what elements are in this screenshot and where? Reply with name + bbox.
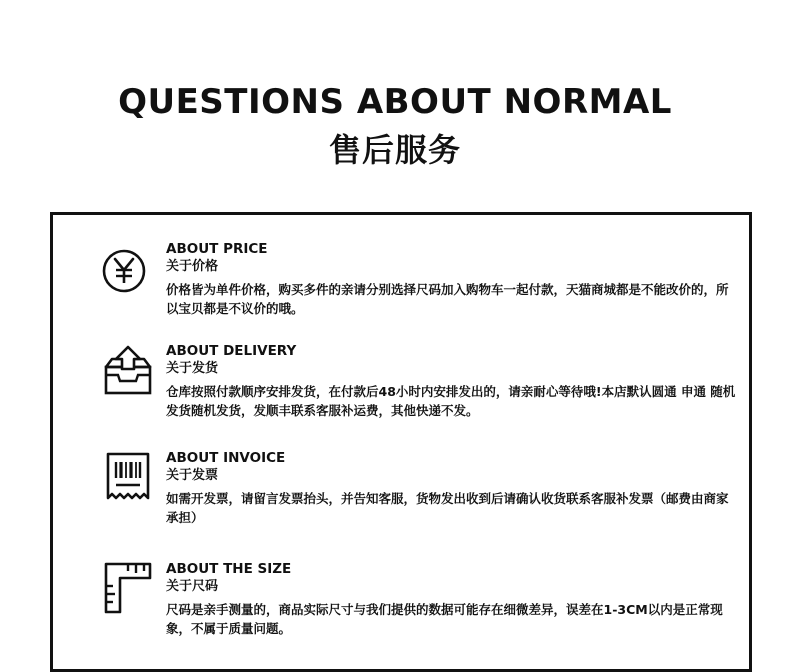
- section-heading-cn: 关于价格: [166, 259, 219, 274]
- section-heading-en: ABOUT DELIVERY: [166, 343, 297, 359]
- page-title-english: QUESTIONS ABOUT NORMAL: [118, 82, 672, 122]
- yen-icon: [100, 245, 150, 295]
- section-body: 仓库按照付款顺序安排发货，在付款后48小时内安排发出的，请亲耐心等待哦!本店默认圆通 申通 随机发货随机发货，发顺丰联系客服补运费，其他快递不发。: [166, 384, 736, 418]
- section-heading-cn: 关于发货: [166, 361, 219, 376]
- section-body: 如需开发票，请留言发票抬头，并告知客服，货物发出收到后请确认收货联系客服补发票（邮费由商家承担）: [166, 491, 729, 525]
- invoice-receipt-icon: [100, 450, 156, 506]
- ruler-icon: [100, 560, 156, 616]
- page-title-chinese: 售后服务: [328, 131, 461, 169]
- section-heading-en: ABOUT INVOICE: [166, 450, 286, 466]
- section-heading-cn: 关于尺码: [166, 579, 219, 594]
- section-heading-en: ABOUT THE SIZE: [166, 561, 292, 577]
- section-heading-cn: 关于发票: [166, 468, 219, 483]
- section-body: 价格皆为单件价格，购买多件的亲请分别选择尺码加入购物车一起付款，天猫商城都是不能改价的，所以宝贝都是不议价的哦。: [166, 282, 729, 316]
- section-body: 尺码是亲手测量的，商品实际尺寸与我们提供的数据可能存在细微差异，误差在1-3CM以内是正常现象，不属于质量问题。: [166, 602, 723, 636]
- section-heading-en: ABOUT PRICE: [166, 241, 268, 257]
- delivery-box-icon: [100, 343, 156, 399]
